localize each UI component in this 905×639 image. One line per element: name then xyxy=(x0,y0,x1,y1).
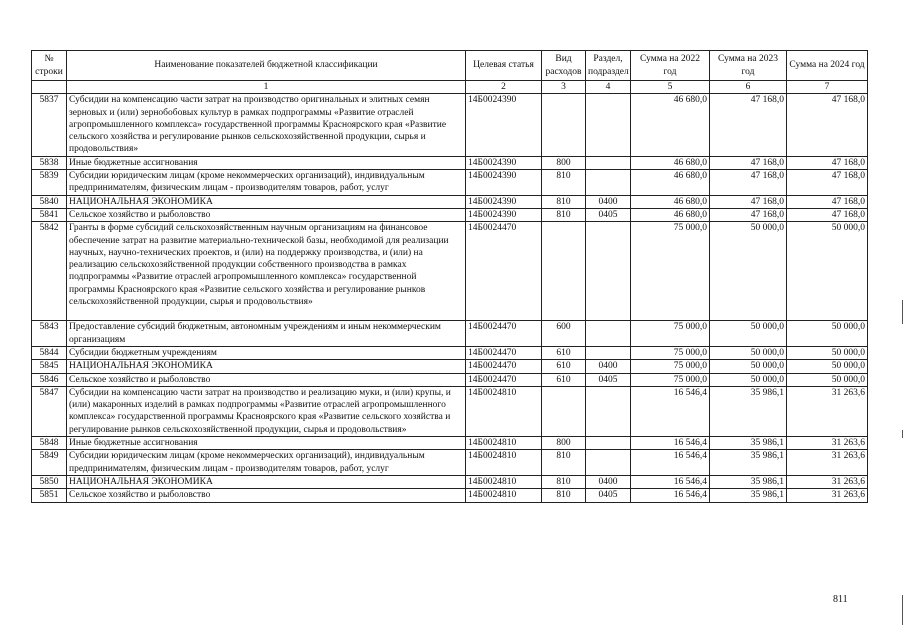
row-target-article: 14Б0024810 xyxy=(466,489,542,502)
row-sum-2022: 75 000,0 xyxy=(631,321,710,347)
column-number xyxy=(32,81,67,94)
row-sum-2023: 35 986,1 xyxy=(710,489,787,502)
row-name: Субсидии юридическим лицам (кроме некоммерческих организаций), индивидуальным предпринимателям, физическим лицам - производителям товаров, работ, услуг xyxy=(67,170,466,196)
row-sum-2022: 46 680,0 xyxy=(631,195,710,208)
row-name: Сельское хозяйство и рыболовство xyxy=(67,373,466,386)
column-number: 7 xyxy=(787,81,868,94)
row-section xyxy=(586,437,631,450)
table-row xyxy=(32,208,868,221)
row-sum-2023: 50 000,0 xyxy=(710,321,787,347)
header-target-article: Целевая статья xyxy=(466,51,542,81)
row-sum-2024: 47 168,0 xyxy=(787,208,868,221)
table-row xyxy=(32,170,868,196)
row-number: 5842 xyxy=(32,222,67,321)
row-section: 0400 xyxy=(586,475,631,488)
row-sum-2024: 50 000,0 xyxy=(787,346,868,359)
table-row xyxy=(32,156,868,169)
scan-edge-mark xyxy=(902,595,903,625)
header-row xyxy=(32,51,868,81)
header-row-number: № строки xyxy=(32,51,67,81)
row-name: Субсидии на компенсацию части затрат на производство и реализацию муки, и (или) крупы, и (или) макаронных изделий в рамках подпрограммы «Развитие отраслей агропромышленного комплекса» государственной программы Красноярского края «Развитие сельского хозяйства и регулирование рынков сельскохозяйственной продукции, сырья и продовольствия» xyxy=(67,386,466,436)
row-sum-2024: 47 168,0 xyxy=(787,195,868,208)
row-sum-2022: 16 546,4 xyxy=(631,437,710,450)
row-section: 0405 xyxy=(586,489,631,502)
row-number: 5847 xyxy=(32,386,67,436)
row-expense-kind: 610 xyxy=(542,373,586,386)
row-expense-kind: 810 xyxy=(542,208,586,221)
row-target-article: 14Б0024470 xyxy=(466,222,542,321)
row-target-article: 14Б0024470 xyxy=(466,360,542,373)
row-sum-2023: 50 000,0 xyxy=(710,373,787,386)
row-name: Сельское хозяйство и рыболовство xyxy=(67,208,466,221)
row-section xyxy=(586,386,631,436)
row-number: 5848 xyxy=(32,437,67,450)
row-section xyxy=(586,346,631,359)
row-sum-2024: 50 000,0 xyxy=(787,222,868,321)
row-target-article: 14Б0024470 xyxy=(466,373,542,386)
row-name: НАЦИОНАЛЬНАЯ ЭКОНОМИКА xyxy=(67,360,466,373)
scan-edge-mark xyxy=(902,300,903,324)
row-section: 0405 xyxy=(586,373,631,386)
row-name: Предоставление субсидий бюджетным, автономным учреждениям и иным некоммерческим организациям xyxy=(67,321,466,347)
row-name: Иные бюджетные ассигнования xyxy=(67,156,466,169)
row-sum-2022: 46 680,0 xyxy=(631,94,710,156)
row-target-article: 14Б0024390 xyxy=(466,208,542,221)
row-sum-2023: 35 986,1 xyxy=(710,386,787,436)
row-name: Субсидии на компенсацию части затрат на производство оригинальных и элитных семян зерновых и (или) зернобобовых культур в рамках подпрограммы «Развитие отраслей агропромышленного комплекса» государственной программы Красноярского края «Развитие сельского хозяйства и регулирование рынков сельскохозяйственной продукции, сырья и продовольствия» xyxy=(67,94,466,156)
row-sum-2023: 35 986,1 xyxy=(710,475,787,488)
table-row xyxy=(32,94,868,156)
table-row xyxy=(32,489,868,502)
header-sum-2024: Сумма на 2024 год xyxy=(787,51,868,81)
page-number: 811 xyxy=(833,594,848,605)
row-section xyxy=(586,321,631,347)
row-sum-2024: 47 168,0 xyxy=(787,94,868,156)
column-number-row xyxy=(32,81,868,94)
row-number: 5843 xyxy=(32,321,67,347)
row-number: 5841 xyxy=(32,208,67,221)
row-expense-kind xyxy=(542,222,586,321)
header-sum-2023: Сумма на 2023 год xyxy=(710,51,787,81)
row-sum-2024: 47 168,0 xyxy=(787,156,868,169)
row-sum-2022: 75 000,0 xyxy=(631,360,710,373)
budget-table xyxy=(31,50,868,503)
row-sum-2024: 31 263,6 xyxy=(787,386,868,436)
row-number: 5840 xyxy=(32,195,67,208)
row-sum-2023: 35 986,1 xyxy=(710,437,787,450)
row-expense-kind xyxy=(542,386,586,436)
row-sum-2024: 31 263,6 xyxy=(787,437,868,450)
row-name: Иные бюджетные ассигнования xyxy=(67,437,466,450)
column-number: 3 xyxy=(542,81,586,94)
row-target-article: 14Б0024390 xyxy=(466,156,542,169)
row-target-article: 14Б0024390 xyxy=(466,170,542,196)
row-sum-2022: 75 000,0 xyxy=(631,346,710,359)
row-sum-2022: 75 000,0 xyxy=(631,222,710,321)
table-row xyxy=(32,195,868,208)
row-expense-kind xyxy=(542,94,586,156)
row-sum-2023: 47 168,0 xyxy=(710,195,787,208)
row-number: 5849 xyxy=(32,450,67,476)
row-section xyxy=(586,222,631,321)
row-number: 5845 xyxy=(32,360,67,373)
row-sum-2024: 31 263,6 xyxy=(787,450,868,476)
table-row xyxy=(32,437,868,450)
row-sum-2022: 46 680,0 xyxy=(631,208,710,221)
row-target-article: 14Б0024810 xyxy=(466,450,542,476)
row-sum-2023: 47 168,0 xyxy=(710,156,787,169)
row-expense-kind: 600 xyxy=(542,321,586,347)
row-name: Сельское хозяйство и рыболовство xyxy=(67,489,466,502)
row-target-article: 14Б0024470 xyxy=(466,321,542,347)
row-sum-2024: 50 000,0 xyxy=(787,321,868,347)
row-sum-2023: 50 000,0 xyxy=(710,222,787,321)
table-row xyxy=(32,450,868,476)
scan-edge-mark xyxy=(902,430,903,438)
row-sum-2022: 46 680,0 xyxy=(631,156,710,169)
row-section: 0400 xyxy=(586,195,631,208)
row-expense-kind: 810 xyxy=(542,195,586,208)
table-row xyxy=(32,346,868,359)
row-number: 5846 xyxy=(32,373,67,386)
header-expense-kind: Вид расходов xyxy=(542,51,586,81)
row-section xyxy=(586,450,631,476)
table-row xyxy=(32,360,868,373)
row-expense-kind: 810 xyxy=(542,489,586,502)
row-target-article: 14Б0024810 xyxy=(466,475,542,488)
header-sum-2022: Сумма на 2022 год xyxy=(631,51,710,81)
table-row xyxy=(32,321,868,347)
row-sum-2023: 47 168,0 xyxy=(710,170,787,196)
row-number: 5851 xyxy=(32,489,67,502)
row-target-article: 14Б0024470 xyxy=(466,346,542,359)
row-target-article: 14Б0024390 xyxy=(466,94,542,156)
row-sum-2022: 16 546,4 xyxy=(631,450,710,476)
row-section xyxy=(586,94,631,156)
row-expense-kind: 810 xyxy=(542,475,586,488)
row-expense-kind: 800 xyxy=(542,437,586,450)
row-name: НАЦИОНАЛЬНАЯ ЭКОНОМИКА xyxy=(67,475,466,488)
row-sum-2022: 46 680,0 xyxy=(631,170,710,196)
row-expense-kind: 800 xyxy=(542,156,586,169)
table-row xyxy=(32,386,868,436)
column-number: 6 xyxy=(710,81,787,94)
row-expense-kind: 610 xyxy=(542,360,586,373)
row-expense-kind: 810 xyxy=(542,170,586,196)
row-expense-kind: 610 xyxy=(542,346,586,359)
row-sum-2024: 31 263,6 xyxy=(787,475,868,488)
column-number: 2 xyxy=(466,81,542,94)
row-sum-2024: 50 000,0 xyxy=(787,373,868,386)
row-sum-2024: 47 168,0 xyxy=(787,170,868,196)
column-number: 1 xyxy=(67,81,466,94)
row-sum-2022: 16 546,4 xyxy=(631,489,710,502)
row-target-article: 14Б0024390 xyxy=(466,195,542,208)
row-sum-2024: 31 263,6 xyxy=(787,489,868,502)
row-sum-2023: 47 168,0 xyxy=(710,208,787,221)
row-name: НАЦИОНАЛЬНАЯ ЭКОНОМИКА xyxy=(67,195,466,208)
table-row xyxy=(32,475,868,488)
row-target-article: 14Б0024810 xyxy=(466,437,542,450)
row-number: 5844 xyxy=(32,346,67,359)
row-sum-2023: 50 000,0 xyxy=(710,346,787,359)
row-sum-2024: 50 000,0 xyxy=(787,360,868,373)
header-section: Раздел, подраздел xyxy=(586,51,631,81)
header-name: Наименование показателей бюджетной классификации xyxy=(67,51,466,81)
table-row xyxy=(32,373,868,386)
row-sum-2023: 50 000,0 xyxy=(710,360,787,373)
row-number: 5837 xyxy=(32,94,67,156)
row-section xyxy=(586,170,631,196)
row-sum-2023: 47 168,0 xyxy=(710,94,787,156)
row-name: Субсидии бюджетным учреждениям xyxy=(67,346,466,359)
table-row xyxy=(32,222,868,321)
row-number: 5850 xyxy=(32,475,67,488)
row-name: Субсидии юридическим лицам (кроме некоммерческих организаций), индивидуальным предпринимателям, физическим лицам - производителям товаров, работ, услуг xyxy=(67,450,466,476)
row-expense-kind: 810 xyxy=(542,450,586,476)
row-sum-2022: 75 000,0 xyxy=(631,373,710,386)
row-number: 5839 xyxy=(32,170,67,196)
row-sum-2022: 16 546,4 xyxy=(631,475,710,488)
row-name: Гранты в форме субсидий сельскохозяйственным научным организациям на финансовое обеспечение затрат на развитие материально-технической базы, необходимой для реализации научных, научно-технических проектов, и (или) на поддержку производства, и (или) на реализацию сельскохозяйственной продукции собственного производства в рамках подпрограммы «Развитие отраслей агропромышленного комплекса» государственной программы Красноярского края «Развитие сельского хозяйства и регулирование рынков сельскохозяйственной продукции, сырья и продовольствия» xyxy=(67,222,466,321)
column-number: 4 xyxy=(586,81,631,94)
row-target-article: 14Б0024810 xyxy=(466,386,542,436)
column-number: 5 xyxy=(631,81,710,94)
row-sum-2022: 16 546,4 xyxy=(631,386,710,436)
row-section: 0405 xyxy=(586,208,631,221)
row-section xyxy=(586,156,631,169)
row-section: 0400 xyxy=(586,360,631,373)
row-number: 5838 xyxy=(32,156,67,169)
row-sum-2023: 35 986,1 xyxy=(710,450,787,476)
